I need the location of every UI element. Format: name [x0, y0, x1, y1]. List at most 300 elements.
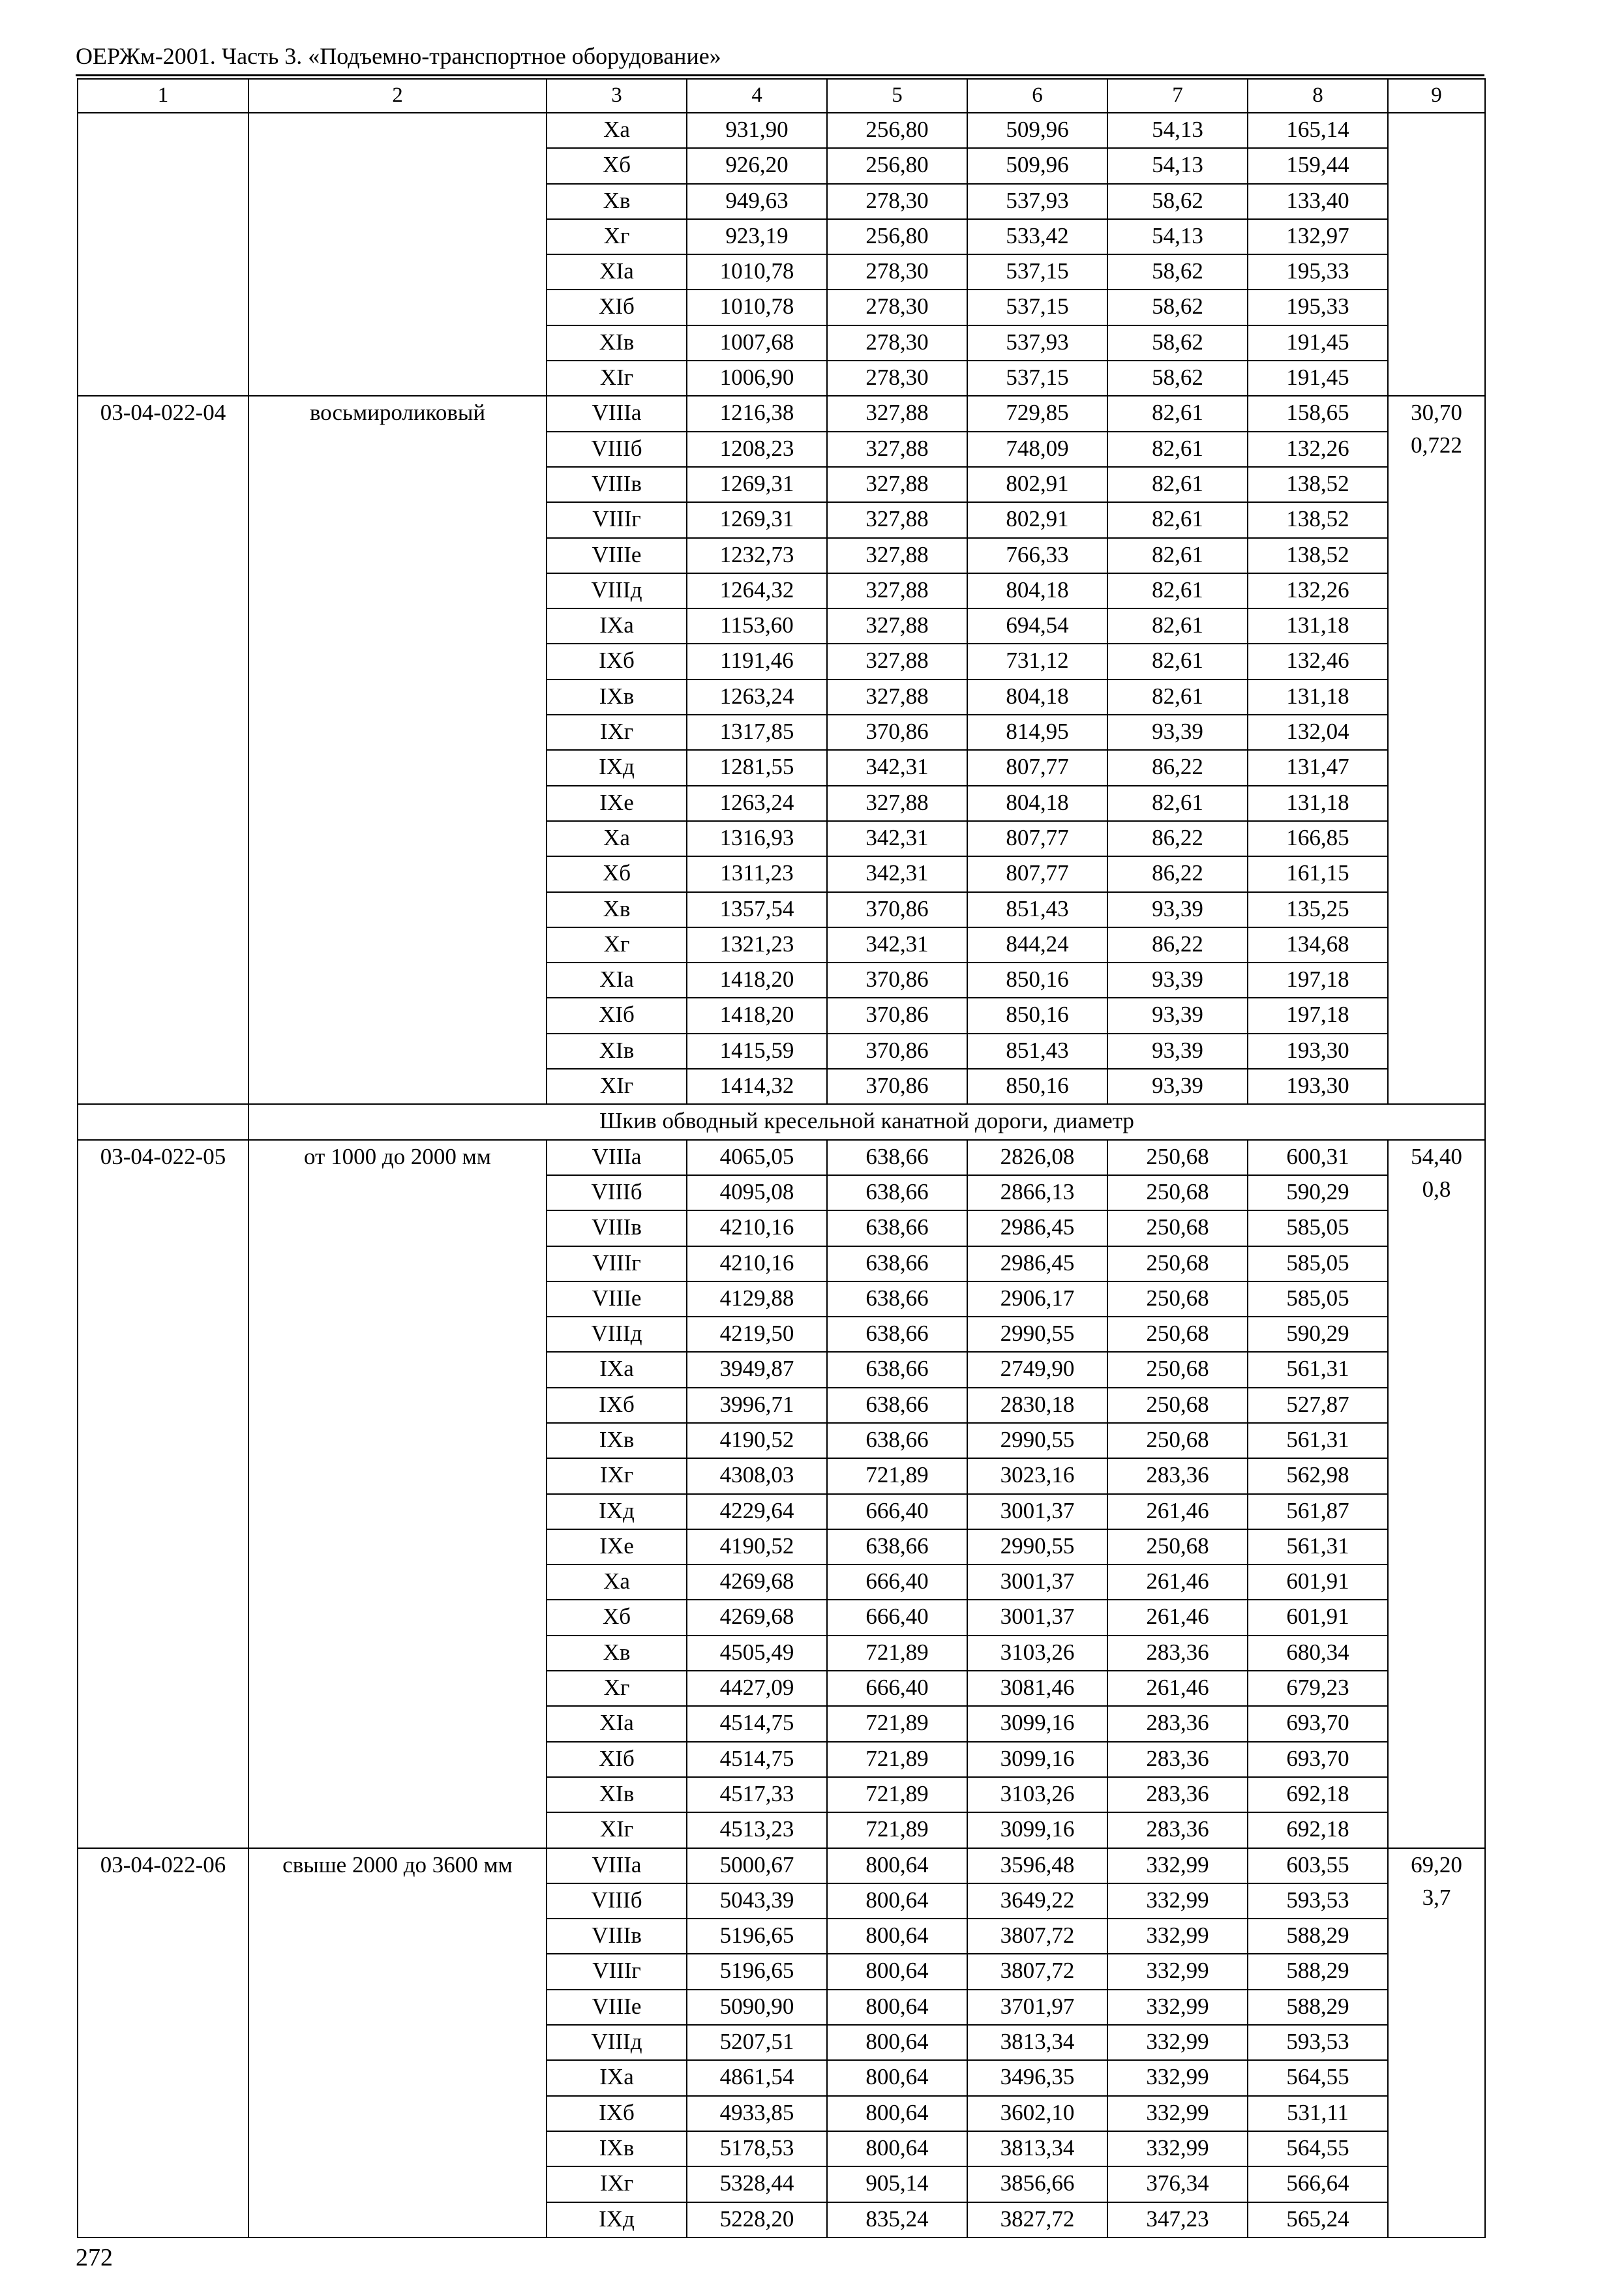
value-cell: 638,66 [827, 1210, 967, 1246]
value-cell: 1418,20 [687, 998, 827, 1033]
value-cell: 527,87 [1248, 1388, 1388, 1423]
value-cell: 748,09 [967, 432, 1107, 467]
value-cell: 1010,78 [687, 290, 827, 325]
value-cell: 5207,51 [687, 2025, 827, 2060]
zone-cell: VIIIг [547, 502, 687, 537]
zone-cell: Xг [547, 219, 687, 254]
value-cell: 134,68 [1248, 927, 1388, 963]
zone-cell: VIIIа [547, 1140, 687, 1175]
zone-cell: VIIIг [547, 1954, 687, 1989]
value-cell: 370,86 [827, 1069, 967, 1104]
value-cell: 342,31 [827, 927, 967, 963]
zone-cell: Xа [547, 113, 687, 148]
value-cell: 250,68 [1107, 1352, 1248, 1387]
labor-cost: 30,70 [1411, 400, 1462, 426]
value-cell: 3807,72 [967, 1954, 1107, 1989]
zone-cell: IXв [547, 1423, 687, 1458]
value-cell: 278,30 [827, 361, 967, 396]
value-cell: 82,61 [1107, 608, 1248, 644]
value-cell: 131,18 [1248, 680, 1388, 715]
value-cell: 1191,46 [687, 644, 827, 679]
zone-cell: XIб [547, 290, 687, 325]
value-cell: 278,30 [827, 325, 967, 361]
zone-cell: XIа [547, 963, 687, 998]
zone-cell: XIб [547, 1742, 687, 1777]
value-cell: 1414,32 [687, 1069, 827, 1104]
section-title: Шкив обводный кресельной канатной дороги, диаметр [248, 1104, 1485, 1139]
value-cell: 1232,73 [687, 538, 827, 573]
value-cell: 3949,87 [687, 1352, 827, 1387]
page-number: 272 [76, 2244, 113, 2271]
value-cell: 533,42 [967, 219, 1107, 254]
value-cell: 2986,45 [967, 1246, 1107, 1281]
value-cell: 283,36 [1107, 1777, 1248, 1812]
value-cell: 850,16 [967, 1069, 1107, 1104]
column-9-cell [1388, 1140, 1485, 1848]
value-cell: 721,89 [827, 1812, 967, 1848]
value-cell: 131,18 [1248, 608, 1388, 644]
value-cell: 800,64 [827, 2131, 967, 2166]
zone-cell: XIа [547, 1706, 687, 1741]
column-number: 3 [547, 79, 687, 113]
value-cell: 131,18 [1248, 786, 1388, 821]
value-cell: 1357,54 [687, 892, 827, 927]
value-cell: 86,22 [1107, 856, 1248, 891]
value-cell: 195,33 [1248, 254, 1388, 290]
value-cell: 82,61 [1107, 680, 1248, 715]
zone-cell: VIIIа [547, 1848, 687, 1883]
value-cell: 850,16 [967, 998, 1107, 1033]
value-cell: 82,61 [1107, 538, 1248, 573]
value-cell: 4129,88 [687, 1281, 827, 1317]
value-cell: 531,11 [1248, 2096, 1388, 2131]
value-cell: 327,88 [827, 502, 967, 537]
value-cell: 138,52 [1248, 467, 1388, 502]
zone-cell: VIIIв [547, 467, 687, 502]
value-cell: 931,90 [687, 113, 827, 148]
zone-cell: IXа [547, 1352, 687, 1387]
value-cell: 1263,24 [687, 786, 827, 821]
value-cell: 721,89 [827, 1706, 967, 1741]
value-cell: 133,40 [1248, 184, 1388, 219]
value-cell: 132,26 [1248, 432, 1388, 467]
value-cell: 347,23 [1107, 2202, 1248, 2237]
value-cell: 342,31 [827, 856, 967, 891]
value-cell: 537,93 [967, 184, 1107, 219]
value-cell: 250,68 [1107, 1246, 1248, 1281]
value-cell: 692,18 [1248, 1777, 1388, 1812]
value-cell: 250,68 [1107, 1423, 1248, 1458]
value-cell: 93,39 [1107, 1069, 1248, 1104]
value-cell: 5328,44 [687, 2166, 827, 2202]
zone-cell: VIIIе [547, 538, 687, 573]
value-cell: 2986,45 [967, 1210, 1107, 1246]
value-cell: 590,29 [1248, 1317, 1388, 1352]
value-cell: 564,55 [1248, 2131, 1388, 2166]
value-cell: 3649,22 [967, 1883, 1107, 1919]
zone-cell: Xв [547, 1636, 687, 1671]
value-cell: 278,30 [827, 254, 967, 290]
zone-cell: XIб [547, 998, 687, 1033]
value-cell: 58,62 [1107, 325, 1248, 361]
value-cell: 3856,66 [967, 2166, 1107, 2202]
value-cell: 721,89 [827, 1742, 967, 1777]
value-cell: 802,91 [967, 502, 1107, 537]
zone-cell: VIIIе [547, 1281, 687, 1317]
value-cell: 638,66 [827, 1175, 967, 1210]
value-cell: 694,54 [967, 608, 1107, 644]
zone-cell: XIг [547, 361, 687, 396]
value-cell: 593,53 [1248, 1883, 1388, 1919]
value-cell: 86,22 [1107, 750, 1248, 785]
value-cell: 135,25 [1248, 892, 1388, 927]
value-cell: 327,88 [827, 644, 967, 679]
value-cell: 376,34 [1107, 2166, 1248, 2202]
value-cell: 926,20 [687, 148, 827, 183]
value-cell: 132,97 [1248, 219, 1388, 254]
value-cell: 278,30 [827, 184, 967, 219]
column-number: 7 [1107, 79, 1248, 113]
value-cell: 327,88 [827, 538, 967, 573]
zone-cell: VIIIг [547, 1246, 687, 1281]
table-body [78, 113, 1485, 2237]
column-number: 1 [78, 79, 248, 113]
value-cell: 256,80 [827, 219, 967, 254]
value-cell: 692,18 [1248, 1812, 1388, 1848]
value-cell: 800,64 [827, 1919, 967, 1954]
zone-cell: XIв [547, 1034, 687, 1069]
item-code: 03-04-022-04 [78, 396, 248, 1104]
value-cell: 5196,65 [687, 1919, 827, 1954]
value-cell: 680,34 [1248, 1636, 1388, 1671]
zone-cell: Xв [547, 892, 687, 927]
value-cell: 250,68 [1107, 1388, 1248, 1423]
value-cell: 4427,09 [687, 1671, 827, 1706]
item-name: восьмироликовый [248, 396, 547, 1104]
zone-cell: Xа [547, 821, 687, 856]
value-cell: 804,18 [967, 680, 1107, 715]
value-cell: 4269,68 [687, 1600, 827, 1635]
value-cell: 332,99 [1107, 1990, 1248, 2025]
value-cell: 58,62 [1107, 254, 1248, 290]
zone-cell: IXа [547, 2060, 687, 2095]
value-cell: 800,64 [827, 1883, 967, 1919]
zone-cell: XIв [547, 325, 687, 361]
value-cell: 729,85 [967, 396, 1107, 431]
zone-cell: IXе [547, 786, 687, 821]
value-cell: 54,13 [1107, 113, 1248, 148]
column-number: 4 [687, 79, 827, 113]
value-cell: 58,62 [1107, 290, 1248, 325]
value-cell: 638,66 [827, 1423, 967, 1458]
value-cell: 666,40 [827, 1494, 967, 1529]
value-cell: 537,15 [967, 361, 1107, 396]
value-cell: 638,66 [827, 1529, 967, 1564]
value-cell: 327,88 [827, 467, 967, 502]
table-row [78, 113, 1485, 148]
value-cell: 193,30 [1248, 1069, 1388, 1104]
value-cell: 93,39 [1107, 963, 1248, 998]
value-cell: 86,22 [1107, 821, 1248, 856]
table-row [78, 1140, 1485, 1175]
value-cell: 283,36 [1107, 1812, 1248, 1848]
value-cell: 278,30 [827, 290, 967, 325]
value-cell: 585,05 [1248, 1281, 1388, 1317]
value-cell: 766,33 [967, 538, 1107, 573]
machine-weight: 0,8 [1422, 1176, 1451, 1202]
value-cell: 332,99 [1107, 2131, 1248, 2166]
value-cell: 601,91 [1248, 1600, 1388, 1635]
value-cell: 590,29 [1248, 1175, 1388, 1210]
value-cell: 851,43 [967, 892, 1107, 927]
value-cell: 4210,16 [687, 1246, 827, 1281]
value-cell: 158,65 [1248, 396, 1388, 431]
value-cell: 1316,93 [687, 821, 827, 856]
value-cell: 600,31 [1248, 1140, 1388, 1175]
value-cell: 564,55 [1248, 2060, 1388, 2095]
item-name: свыше 2000 до 3600 мм [248, 1848, 547, 2237]
value-cell: 82,61 [1107, 432, 1248, 467]
zone-cell: IXб [547, 644, 687, 679]
value-cell: 1208,23 [687, 432, 827, 467]
labor-cost: 69,20 [1411, 1851, 1462, 1878]
zone-cell: Xб [547, 148, 687, 183]
value-cell: 905,14 [827, 2166, 967, 2202]
value-cell: 82,61 [1107, 786, 1248, 821]
value-cell: 283,36 [1107, 1636, 1248, 1671]
value-cell: 804,18 [967, 786, 1107, 821]
header-rule [76, 74, 1484, 76]
value-cell: 93,39 [1107, 892, 1248, 927]
zone-cell: IXа [547, 608, 687, 644]
zone-cell: Xв [547, 184, 687, 219]
value-cell: 283,36 [1107, 1706, 1248, 1741]
zone-cell: XIа [547, 254, 687, 290]
value-cell: 195,33 [1248, 290, 1388, 325]
value-cell: 4229,64 [687, 1494, 827, 1529]
value-cell: 2990,55 [967, 1529, 1107, 1564]
zone-cell: VIIIд [547, 573, 687, 608]
value-cell: 4210,16 [687, 1210, 827, 1246]
value-cell: 250,68 [1107, 1529, 1248, 1564]
value-cell: 537,15 [967, 290, 1107, 325]
value-cell: 721,89 [827, 1777, 967, 1812]
value-cell: 565,24 [1248, 2202, 1388, 2237]
value-cell: 3103,26 [967, 1777, 1107, 1812]
section-row [78, 1104, 1485, 1139]
value-cell: 250,68 [1107, 1281, 1248, 1317]
zone-cell: IXв [547, 680, 687, 715]
value-cell: 1418,20 [687, 963, 827, 998]
value-cell: 342,31 [827, 750, 967, 785]
value-cell: 3001,37 [967, 1494, 1107, 1529]
section-empty-cell [78, 1104, 248, 1139]
value-cell: 332,99 [1107, 1954, 1248, 1989]
value-cell: 370,86 [827, 1034, 967, 1069]
value-cell: 566,64 [1248, 2166, 1388, 2202]
value-cell: 721,89 [827, 1458, 967, 1493]
value-cell: 5090,90 [687, 1990, 827, 2025]
value-cell: 3813,34 [967, 2131, 1107, 2166]
value-cell: 4514,75 [687, 1742, 827, 1777]
value-cell: 342,31 [827, 821, 967, 856]
value-cell: 327,88 [827, 680, 967, 715]
value-cell: 131,47 [1248, 750, 1388, 785]
value-cell: 4190,52 [687, 1529, 827, 1564]
value-cell: 562,98 [1248, 1458, 1388, 1493]
value-cell: 4505,49 [687, 1636, 827, 1671]
value-cell: 132,26 [1248, 573, 1388, 608]
value-cell: 3807,72 [967, 1919, 1107, 1954]
zone-cell: Xб [547, 1600, 687, 1635]
value-cell: 851,43 [967, 1034, 1107, 1069]
value-cell: 93,39 [1107, 998, 1248, 1033]
value-cell: 3596,48 [967, 1848, 1107, 1883]
value-cell: 193,30 [1248, 1034, 1388, 1069]
value-cell: 165,14 [1248, 113, 1388, 148]
value-cell: 283,36 [1107, 1742, 1248, 1777]
value-cell: 835,24 [827, 2202, 967, 2237]
value-cell: 2990,55 [967, 1317, 1107, 1352]
value-cell: 4933,85 [687, 2096, 827, 2131]
zone-cell: IXд [547, 2202, 687, 2237]
value-cell: 3001,37 [967, 1600, 1107, 1635]
value-cell: 693,70 [1248, 1742, 1388, 1777]
machine-weight: 0,722 [1411, 432, 1462, 458]
zone-cell: XIв [547, 1777, 687, 1812]
value-cell: 138,52 [1248, 538, 1388, 573]
value-cell: 638,66 [827, 1352, 967, 1387]
value-cell: 86,22 [1107, 927, 1248, 963]
value-cell: 814,95 [967, 715, 1107, 750]
value-cell: 166,85 [1248, 821, 1388, 856]
value-cell: 4190,52 [687, 1423, 827, 1458]
value-cell: 370,86 [827, 715, 967, 750]
table-row [78, 396, 1485, 431]
value-cell: 693,70 [1248, 1706, 1388, 1741]
value-cell: 561,31 [1248, 1352, 1388, 1387]
zone-cell: VIIIд [547, 2025, 687, 2060]
value-cell: 1311,23 [687, 856, 827, 891]
value-cell: 2866,13 [967, 1175, 1107, 1210]
value-cell: 4514,75 [687, 1706, 827, 1741]
value-cell: 844,24 [967, 927, 1107, 963]
value-cell: 561,31 [1248, 1423, 1388, 1458]
value-cell: 54,13 [1107, 148, 1248, 183]
table-row [78, 1848, 1485, 1883]
value-cell: 666,40 [827, 1564, 967, 1600]
value-cell: 800,64 [827, 1954, 967, 1989]
value-cell: 58,62 [1107, 184, 1248, 219]
value-cell: 370,86 [827, 963, 967, 998]
zone-cell: Xа [547, 1564, 687, 1600]
value-cell: 2830,18 [967, 1388, 1107, 1423]
item-name [248, 113, 547, 396]
value-cell: 332,99 [1107, 1883, 1248, 1919]
column-number: 8 [1248, 79, 1388, 113]
value-cell: 1281,55 [687, 750, 827, 785]
value-cell: 332,99 [1107, 2060, 1248, 2095]
value-cell: 601,91 [1248, 1564, 1388, 1600]
value-cell: 850,16 [967, 963, 1107, 998]
value-cell: 3081,46 [967, 1671, 1107, 1706]
value-cell: 666,40 [827, 1600, 967, 1635]
zone-cell: VIIIв [547, 1210, 687, 1246]
value-cell: 132,04 [1248, 715, 1388, 750]
value-cell: 800,64 [827, 2060, 967, 2095]
item-code: 03-04-022-05 [78, 1140, 248, 1848]
page-header: ОЕРЖм-2001. Часть 3. «Подъемно-транспортное оборудование» [76, 43, 721, 69]
zone-cell: XIг [547, 1812, 687, 1848]
value-cell: 3701,97 [967, 1990, 1107, 2025]
value-cell: 537,93 [967, 325, 1107, 361]
value-cell: 1006,90 [687, 361, 827, 396]
value-cell: 5196,65 [687, 1954, 827, 1989]
value-cell: 1269,31 [687, 502, 827, 537]
value-cell: 332,99 [1107, 2025, 1248, 2060]
value-cell: 3103,26 [967, 1636, 1107, 1671]
value-cell: 3496,35 [967, 2060, 1107, 2095]
value-cell: 1007,68 [687, 325, 827, 361]
value-cell: 332,99 [1107, 2096, 1248, 2131]
value-cell: 93,39 [1107, 1034, 1248, 1069]
value-cell: 370,86 [827, 892, 967, 927]
value-cell: 537,15 [967, 254, 1107, 290]
zone-cell: Xг [547, 927, 687, 963]
value-cell: 256,80 [827, 148, 967, 183]
zone-cell: VIIIа [547, 396, 687, 431]
value-cell: 261,46 [1107, 1600, 1248, 1635]
value-cell: 4269,68 [687, 1564, 827, 1600]
zone-cell: IXд [547, 750, 687, 785]
value-cell: 250,68 [1107, 1175, 1248, 1210]
value-cell: 191,45 [1248, 325, 1388, 361]
item-name: от 1000 до 2000 мм [248, 1140, 547, 1848]
value-cell: 82,61 [1107, 573, 1248, 608]
zone-cell: VIIIб [547, 1175, 687, 1210]
value-cell: 5178,53 [687, 2131, 827, 2166]
value-cell: 82,61 [1107, 467, 1248, 502]
value-cell: 638,66 [827, 1281, 967, 1317]
value-cell: 4861,54 [687, 2060, 827, 2095]
value-cell: 332,99 [1107, 1919, 1248, 1954]
zone-cell: VIIIе [547, 1990, 687, 2025]
value-cell: 3827,72 [967, 2202, 1107, 2237]
value-cell: 327,88 [827, 432, 967, 467]
value-cell: 4513,23 [687, 1812, 827, 1848]
value-cell: 54,13 [1107, 219, 1248, 254]
value-cell: 1415,59 [687, 1034, 827, 1069]
column-number: 6 [967, 79, 1107, 113]
value-cell: 3001,37 [967, 1564, 1107, 1600]
value-cell: 2906,17 [967, 1281, 1107, 1317]
value-cell: 93,39 [1107, 715, 1248, 750]
value-cell: 1321,23 [687, 927, 827, 963]
value-cell: 1216,38 [687, 396, 827, 431]
value-cell: 807,77 [967, 821, 1107, 856]
value-cell: 1010,78 [687, 254, 827, 290]
value-cell: 1263,24 [687, 680, 827, 715]
value-cell: 138,52 [1248, 502, 1388, 537]
zone-cell: VIIIд [547, 1317, 687, 1352]
value-cell: 2826,08 [967, 1140, 1107, 1175]
value-cell: 509,96 [967, 113, 1107, 148]
value-cell: 593,53 [1248, 2025, 1388, 2060]
value-cell: 561,87 [1248, 1494, 1388, 1529]
value-cell: 191,45 [1248, 361, 1388, 396]
value-cell: 800,64 [827, 1990, 967, 2025]
column-9-cell [1388, 113, 1485, 396]
